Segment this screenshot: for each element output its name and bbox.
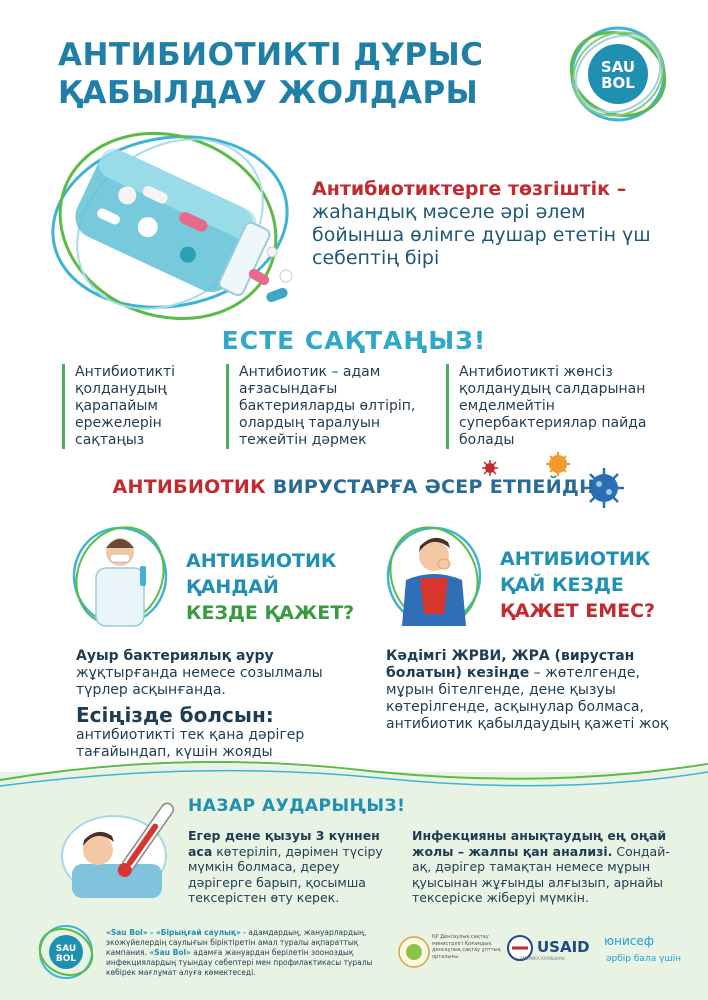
campaign-bold-1: «Sau Bol» - «Бірыңғай саулық» bbox=[106, 928, 241, 937]
when-not-needed-text bbox=[386, 648, 686, 733]
doctor-illustration bbox=[70, 518, 170, 628]
when-needed-text bbox=[76, 648, 346, 761]
wave-divider bbox=[0, 752, 708, 792]
when-not-needed-line-1: АНТИБИОТИК bbox=[500, 548, 651, 570]
footer-sau-bol-logo bbox=[38, 924, 94, 980]
usaid-label: USAID bbox=[537, 938, 590, 956]
resistance-statement bbox=[312, 178, 652, 270]
campaign-text-2: адамға жануардан берілетін зооноздық инфекциялардың туындау себептері мен профилактикасы туралы көбірек мағлұмат алуға көмектеседі. bbox=[106, 948, 373, 977]
antibiotic-virus-warning bbox=[0, 476, 708, 498]
when-needed-body: жұқтырғанда немесе созылмалы түрлер асқынғанда. bbox=[76, 665, 323, 698]
attention-blood-bold: Инфекцияны анықтаудың ең оңай жолы – жалпы қан анализі. bbox=[412, 828, 667, 859]
sick-person-illustration bbox=[384, 518, 484, 628]
attention-blood-body: Сондай-ақ, дәрігер тамақтан немесе мұрын қуысынан жұғынды алғызып, арнайы тексеріске жіберуі мүмкін. bbox=[412, 843, 670, 905]
red-virus-icon bbox=[482, 460, 498, 476]
when-not-needed-line-2: ҚАЙ КЕЗДЕ bbox=[500, 574, 624, 596]
when-not-needed-bold: Кәдімгі ЖРВИ, ЖРА (вирустан болатын) кезінде bbox=[386, 648, 635, 681]
remember-point-3: Антибиотикті жөнсіз қолданудың салдарынан емделмейтін супербактериялар пайда болады bbox=[446, 364, 649, 449]
when-not-needed-line-3: ҚАЖЕТ ЕМЕС? bbox=[500, 600, 656, 622]
pill-bottle-illustration bbox=[40, 126, 310, 322]
logo-bottom-text: BOL bbox=[601, 74, 635, 92]
attention-heading: НАЗАР АУДАРЫҢЫЗ! bbox=[188, 796, 406, 816]
unicef-tagline: әрбір бала үшін bbox=[606, 954, 682, 964]
logo-top-text: SAU bbox=[600, 58, 636, 76]
thermometer-illustration bbox=[58, 794, 184, 904]
footer-logo-bottom: BOL bbox=[55, 954, 77, 964]
when-needed-line-1: АНТИБИОТИК bbox=[186, 550, 337, 572]
unicef-logo-text: юнисеф bbox=[604, 934, 654, 948]
resistance-highlight: Антибиотиктерге төзгіштік – bbox=[312, 178, 627, 200]
virus-warning-highlight: АНТИБИОТИК bbox=[112, 476, 266, 498]
remember-point-1: Антибиотикті қолданудың қарапайым ережелерін сақтаңыз bbox=[62, 364, 205, 449]
virus-warning-text: ВИРУСТАРҒА ӘСЕР ЕТПЕЙДІ! bbox=[272, 476, 596, 498]
title-line-2: ҚАБЫЛДАУ ЖОЛДАРЫ bbox=[58, 75, 479, 111]
remember-point-2: Антибиотик – адам ағзасындағы бактерияларды өлтіріп, олардың таралуын тежейтін дәрмек bbox=[226, 364, 419, 449]
remember-note-heading: Есіңізде болсын: bbox=[76, 703, 274, 727]
attention-fever-body: көтеріліп, дәрімен түсіру мүмкін болмаса, дереу дәрігерге барып, қосымша тексерістен өту керек. bbox=[188, 843, 383, 905]
campaign-text-1: - адамдардың, жануарлардың, экожүйелердің саулығын біріктіретін амал туралы ақпараттық кампания. bbox=[106, 928, 367, 957]
when-needed-bold: Ауыр бактериялық ауру bbox=[76, 648, 274, 664]
when-not-needed-heading bbox=[500, 546, 680, 624]
title-line-1: АНТИБИОТИКТІ ДҰРЫС bbox=[58, 37, 484, 73]
sau-bol-logo bbox=[566, 22, 670, 126]
remember-note-text: антибиотикті тек қана дәрігер тағайындап, күшін жояды bbox=[76, 727, 305, 760]
resistance-text: жаһандық мәселе әрі әлем бойынша өлімге душар ететін үш себептің бірі bbox=[312, 201, 651, 269]
when-needed-heading bbox=[186, 548, 386, 626]
campaign-bold-2: «Sau Bol» bbox=[149, 948, 191, 957]
when-not-needed-body: – жөтелгенде, мұрын бітелгенде, дене қызуы көтерілгенде, асқынулар болмаса, антибиотик қабылдаудың қажеті жоқ bbox=[386, 665, 669, 732]
remember-heading: ЕСТЕ САҚТАҢЫЗ! bbox=[221, 326, 487, 355]
when-needed-line-3: КЕЗДЕ ҚАЖЕТ? bbox=[186, 602, 355, 624]
campaign-description bbox=[106, 928, 376, 978]
page-title bbox=[58, 36, 528, 112]
usaid-subtitle: АМЕРИКА ХАЛҚЫНАН bbox=[520, 956, 565, 961]
when-needed-line-2: ҚАНДАЙ bbox=[186, 576, 279, 598]
attention-fever-bold: Егер дене қызуы 3 күннен аса bbox=[188, 828, 380, 859]
ministry-name: ҚР Денсаулық сақтау министрлігі Қоғамдық денсаулық сақтау ұлттық орталығы bbox=[432, 934, 501, 960]
attention-blood-test-text bbox=[412, 828, 682, 906]
footer-logo-top: SAU bbox=[55, 944, 77, 954]
attention-fever-text bbox=[188, 828, 402, 906]
orange-virus-icon bbox=[546, 452, 570, 476]
